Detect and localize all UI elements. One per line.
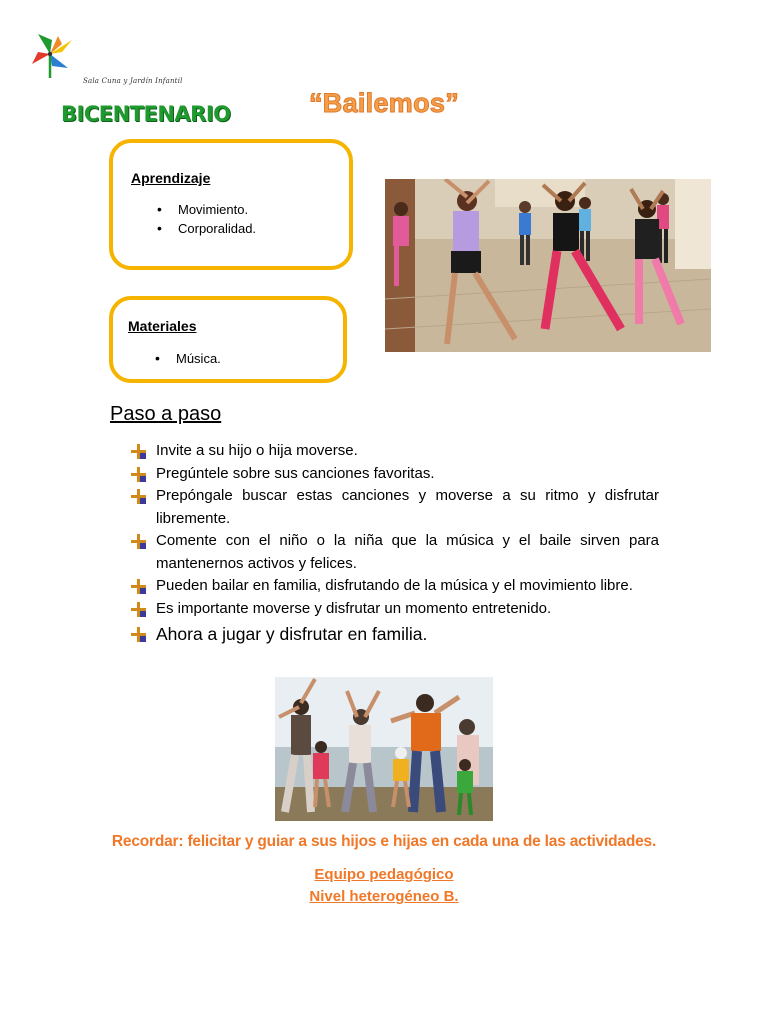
step-item xyxy=(131,621,659,647)
logo-wordmark: BICENTENARIO xyxy=(61,102,231,126)
step-item xyxy=(131,463,659,486)
step-text: Comente con el niño o la niña que la música y el baile sirven para mantenernos activos y felices. xyxy=(156,532,659,572)
materiales-heading: Materiales xyxy=(128,318,197,334)
list-item: • Corporalidad. xyxy=(157,219,256,238)
page-title: “Bailemos” xyxy=(308,88,460,118)
step-item xyxy=(131,440,659,463)
cross-bullet-icon xyxy=(131,602,146,617)
cross-bullet-icon xyxy=(131,627,146,642)
family-dancing-photo xyxy=(275,677,493,821)
logo-subtitle: Sala Cuna y Jardín Infantil xyxy=(83,77,183,85)
cross-bullet-icon xyxy=(131,534,146,549)
step-item xyxy=(131,598,659,621)
cross-bullet-icon xyxy=(131,467,146,482)
children-dancing-photo xyxy=(385,179,711,352)
reminder-text: Recordar: felicitar y guiar a sus hijos e hijas en cada una de las actividades. xyxy=(111,833,657,850)
materiales-list xyxy=(155,349,221,368)
step-text: Ahora a jugar y disfrutar en familia. xyxy=(156,624,428,644)
pinwheel-icon xyxy=(28,30,88,80)
list-item: • Movimiento. xyxy=(157,200,256,219)
cross-bullet-icon xyxy=(131,444,146,459)
step-item xyxy=(131,575,659,598)
aprendizaje-box xyxy=(109,139,353,270)
aprendizaje-heading: Aprendizaje xyxy=(131,170,211,186)
step-text: Pueden bailar en familia, disfrutando de la música y el movimiento libre. xyxy=(156,577,633,594)
step-item xyxy=(131,530,659,575)
aprendizaje-list xyxy=(157,200,256,238)
section-title: Paso a paso xyxy=(110,403,222,425)
step-item xyxy=(131,485,659,530)
materiales-box xyxy=(109,296,347,383)
cross-bullet-icon xyxy=(131,489,146,504)
signature-line2: Nivel heterogéneo B. xyxy=(309,888,459,905)
signature-line1: Equipo pedagógico xyxy=(314,866,454,883)
steps-list xyxy=(131,440,659,647)
step-text: Es importante moverse y disfrutar un momento entretenido. xyxy=(156,599,552,617)
step-text: Invite a su hijo o hija moverse. xyxy=(156,442,358,459)
step-text: Pregúntele sobre sus canciones favoritas. xyxy=(156,464,435,482)
school-logo xyxy=(28,30,231,126)
list-item: • Música. xyxy=(155,349,221,368)
step-text: Prepóngale buscar estas canciones y moverse a su ritmo y disfrutar libremente. xyxy=(156,487,659,527)
cross-bullet-icon xyxy=(131,579,146,594)
